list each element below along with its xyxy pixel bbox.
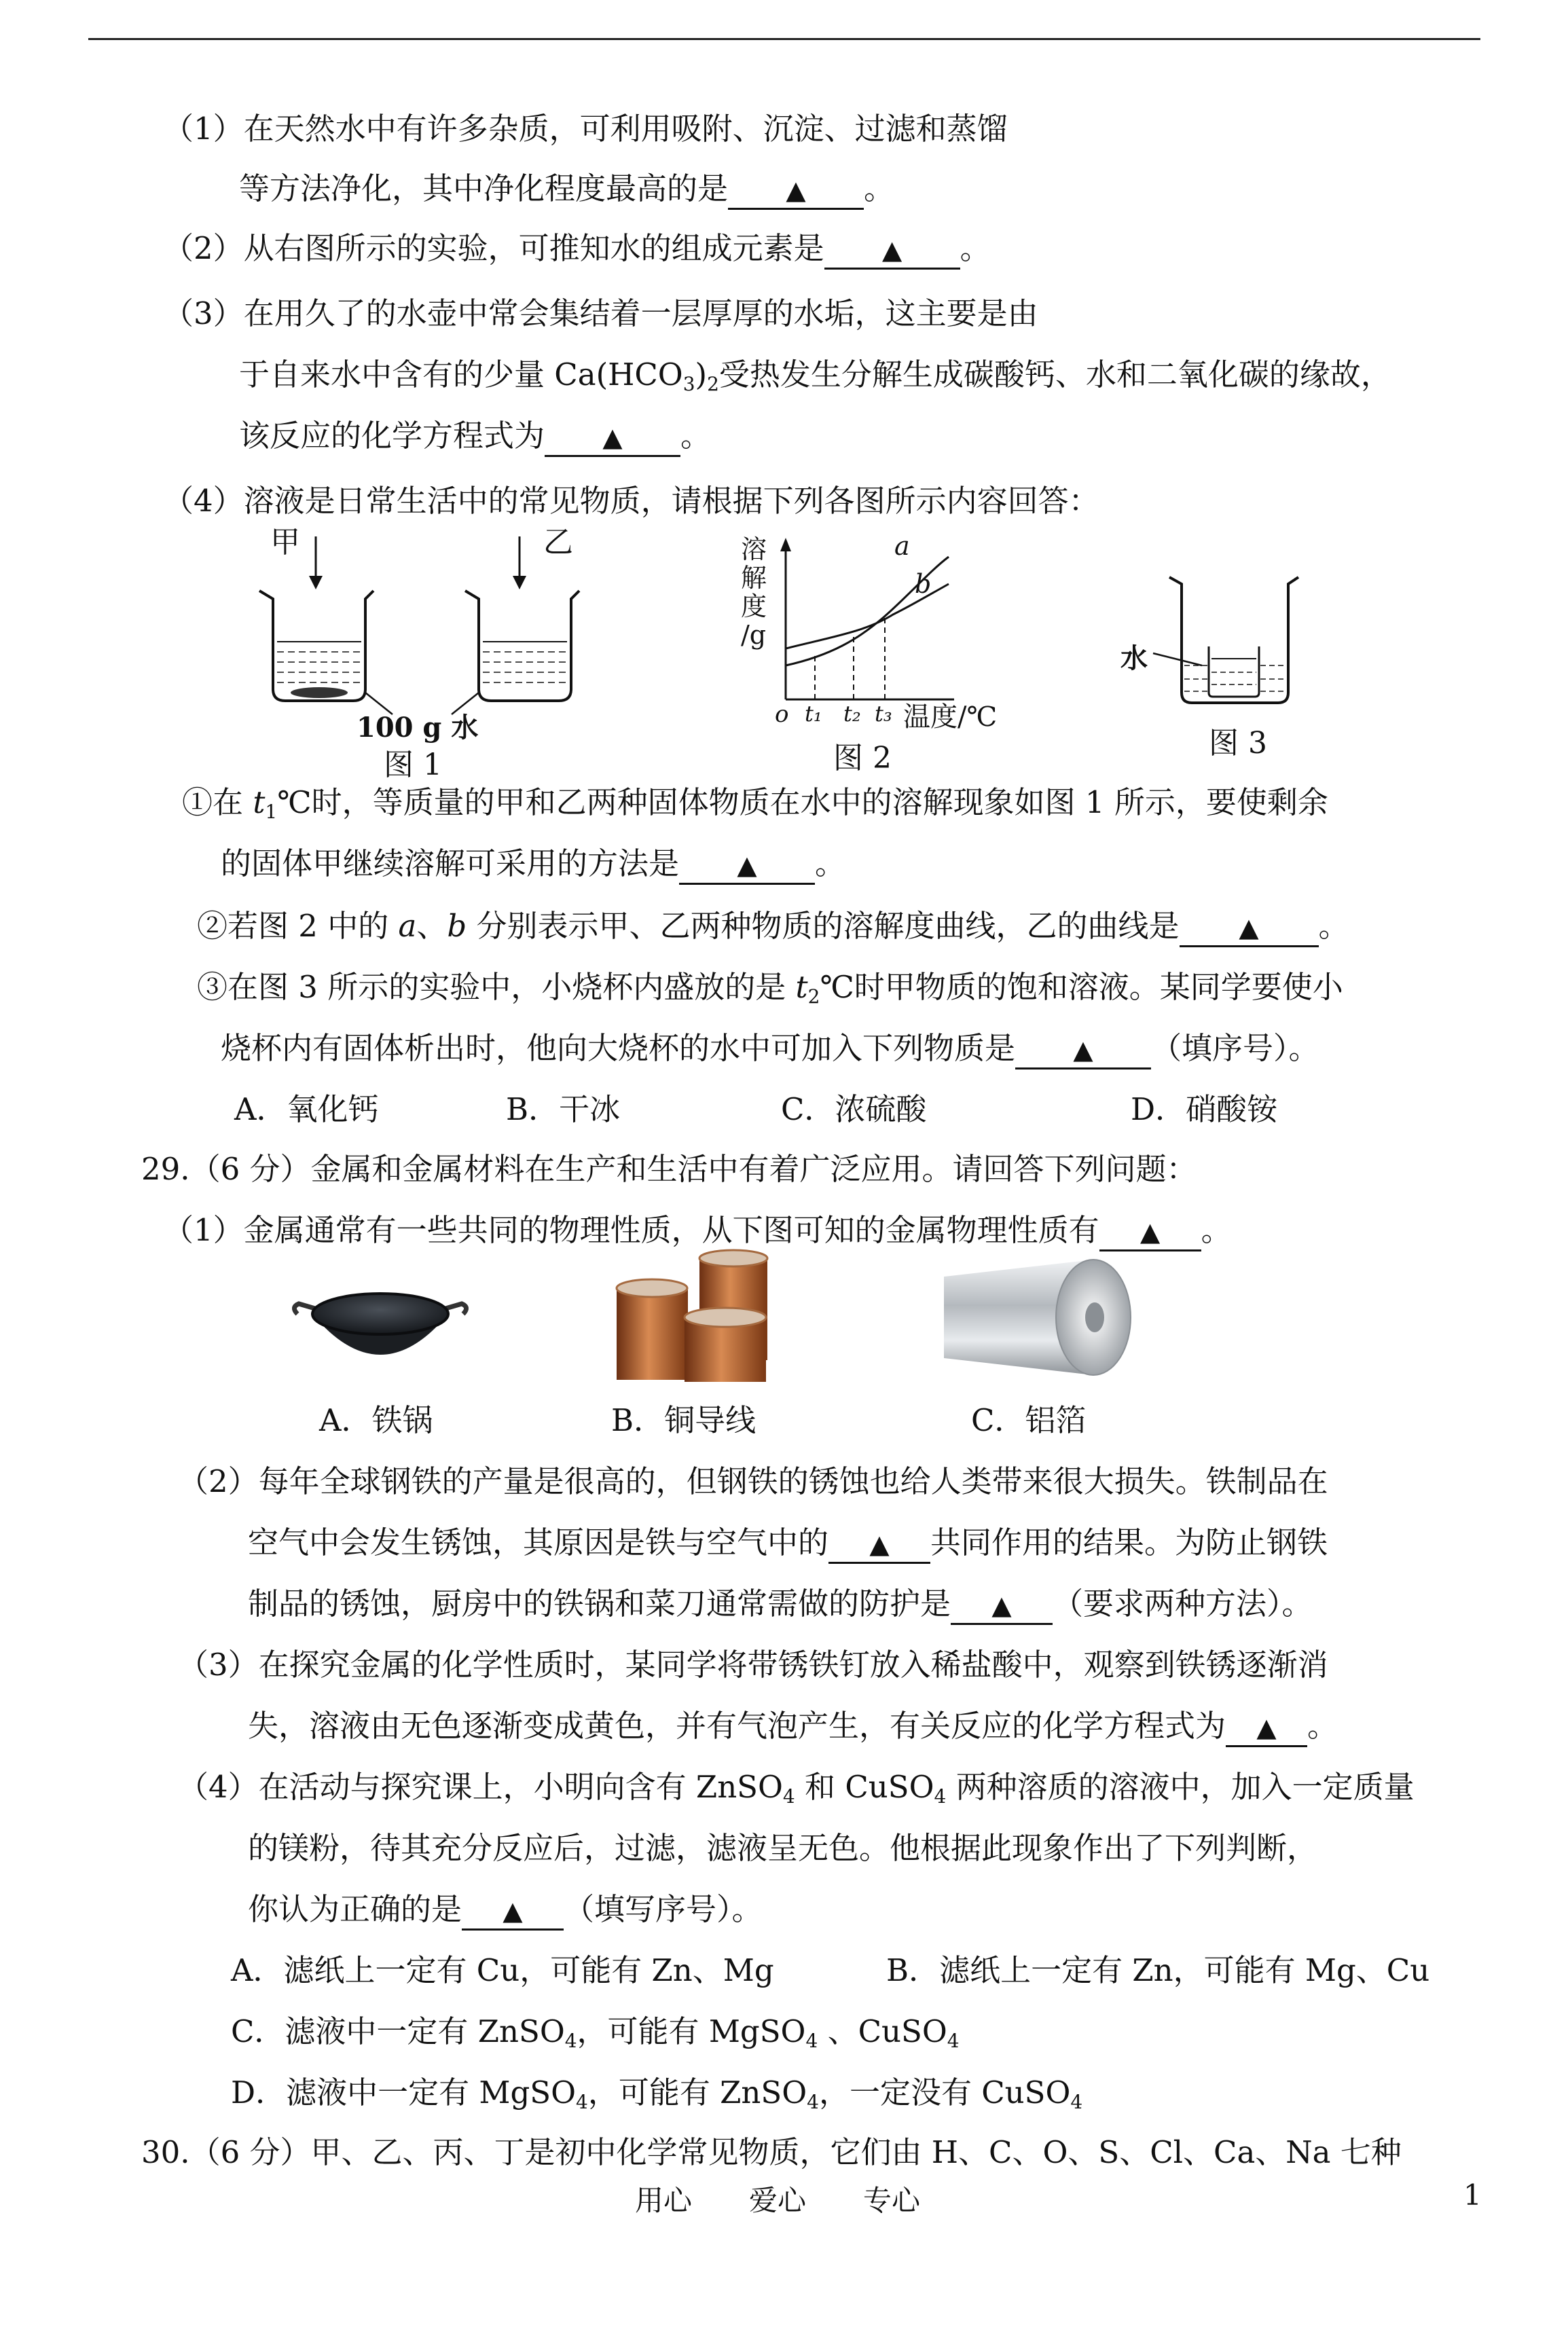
fig3-water-label: 水 xyxy=(1120,642,1148,674)
subscript: 2 xyxy=(707,373,719,395)
figure-3-drawing xyxy=(1120,564,1311,720)
text: 制品的锈蚀，厨房中的铁锅和菜刀通常需做的防护是 xyxy=(248,1586,951,1622)
fig1-label-yi: 乙 xyxy=(543,525,573,560)
fig3-caption: 图 3 xyxy=(1209,726,1267,761)
text: ，可能有 ZnSO xyxy=(587,2074,807,2110)
answer-blank[interactable] xyxy=(1099,1213,1201,1251)
q29-part3-line2 xyxy=(248,1706,1338,1747)
subscript: 4 xyxy=(576,2091,588,2113)
text: C．滤液中一定有 ZnSO xyxy=(231,2013,565,2049)
subscript: 4 xyxy=(564,2030,577,2052)
answer-triangle-icon: ▲ xyxy=(991,1590,1012,1620)
copper-wire-image xyxy=(604,1246,808,1385)
q29-part1: （1）金属通常有一些共同的物理性质，从下图可知的金属物理性质有 ▲ 。 xyxy=(163,1210,1232,1251)
text: 你认为正确的是 xyxy=(248,1891,462,1927)
q28-part2: （2）从右图所示的实验，可推知水的组成元素是 ▲ 。 xyxy=(163,228,991,270)
fig2-ylabel-char: 解 xyxy=(741,563,767,593)
answer-blank[interactable] xyxy=(1180,909,1319,947)
answer-blank[interactable] xyxy=(462,1892,564,1931)
iron-wok-image xyxy=(285,1266,475,1385)
answer-triangle-icon: ▲ xyxy=(1140,1217,1161,1247)
q29-option-a: A．滤纸上一定有 Cu，可能有 Zn、Mg xyxy=(231,1952,774,1988)
fig2-tick-t3: t₃ xyxy=(875,701,892,727)
q29-part4-line3 xyxy=(248,1889,763,1931)
text: 失，溶液由无色逐渐变成黄色，并有气泡产生，有关反应的化学方程式为 xyxy=(248,1708,1226,1744)
text: t xyxy=(795,969,808,1005)
fig2-ylabel-char: /g xyxy=(741,620,767,650)
answer-triangle-icon: ▲ xyxy=(1073,1035,1093,1065)
q28-4-sub3-line2 xyxy=(221,1028,1319,1070)
footer-slogan: 用心 爱心 专心 xyxy=(635,2184,921,2217)
text: ①在 xyxy=(182,784,253,820)
text: ) xyxy=(695,357,708,392)
fig1-water-label: 100 g 水 xyxy=(357,712,479,744)
answer-triangle-icon: ▲ xyxy=(1239,913,1259,943)
text: 、CuSO xyxy=(818,2013,947,2049)
subscript: 3 xyxy=(682,373,695,395)
text: 的固体甲继续溶解可采用的方法是 xyxy=(221,845,680,881)
q30-heading: 30.（6 分）甲、乙、丙、丁是初中化学常见物质，它们由 H、C、O、S、Cl、Ca、Na 七种 xyxy=(141,2134,1402,2170)
q28-4-sub1-line1 xyxy=(182,782,1328,833)
figure-3 xyxy=(1120,564,1311,761)
option-a: A．氧化钙 xyxy=(234,1091,379,1127)
text: ②若图 2 中的 xyxy=(197,908,399,944)
answer-triangle-icon: ▲ xyxy=(869,1529,890,1559)
q29-part2-line2 xyxy=(248,1522,1328,1564)
header-rule xyxy=(88,38,1480,40)
fig2-origin: o xyxy=(775,701,789,728)
text: 烧杯内有固体析出时，他向大烧杯的水中可加入下列物质是 xyxy=(221,1030,1016,1066)
q29-part4-line2: 的镁粉，待其充分反应后，过滤，滤液呈无色。他根据此现象作出了下列判断， xyxy=(248,1830,1318,1866)
q29-part3-line1: （3）在探究金属的化学性质时，某同学将带锈铁钉放入稀盐酸中，观察到铁锈逐渐消 xyxy=(178,1647,1328,1683)
text: 受热发生分解生成碳酸钙、水和二氧化碳的缘故， xyxy=(718,357,1391,392)
aluminum-foil-image xyxy=(937,1249,1154,1385)
fig1-label-jia: 甲 xyxy=(270,525,300,560)
answer-blank[interactable] xyxy=(1226,1708,1307,1747)
q28-part1-line2: 等方法净化，其中净化程度最高的是 ▲ 。 xyxy=(239,168,894,210)
q28-part1-line1 xyxy=(163,109,1008,149)
text: 等方法净化，其中净化程度最高的是 xyxy=(239,170,729,206)
q28-part3-line2 xyxy=(239,354,1391,405)
fig2-curve-b-label: b xyxy=(915,569,932,599)
fig2-tick-t2: t₂ xyxy=(843,701,861,727)
subscript: 4 xyxy=(947,2030,960,2052)
answer-blank[interactable] xyxy=(728,171,864,210)
text: a xyxy=(398,908,417,944)
text: （填写序号）。 xyxy=(564,1891,763,1927)
answer-blank[interactable] xyxy=(1015,1031,1151,1070)
q29-part2-line3 xyxy=(248,1584,1313,1625)
text: （填序号）。 xyxy=(1151,1030,1319,1066)
q29-option-d xyxy=(231,2072,1082,2123)
answer-blank[interactable] xyxy=(828,1525,930,1564)
subscript: 4 xyxy=(934,1785,947,1808)
text: b xyxy=(447,908,467,944)
q28-part3-line3: 该反应的化学方程式为 ▲ 。 xyxy=(239,416,711,457)
fig1-caption: 图 1 xyxy=(384,748,442,782)
text: （1）在天然水中有许多杂质，可利用吸附、沉淀、过滤和蒸馏 xyxy=(163,111,1008,147)
q29-part2-line1: （2）每年全球钢铁的产量是很高的，但钢铁的锈蚀也给人类带来很大损失。铁制品在 xyxy=(178,1463,1328,1499)
answer-triangle-icon: ▲ xyxy=(737,850,757,880)
text: ，一定没有 CuSO xyxy=(818,2074,1071,2110)
q29-option-b: B．滤纸上一定有 Zn，可能有 Mg、Cu xyxy=(886,1952,1430,1988)
image-caption-a: A．铁锅 xyxy=(319,1402,433,1438)
image-caption-c: C．铝箔 xyxy=(971,1402,1087,1438)
q28-part4 xyxy=(163,481,1099,522)
fig2-caption: 图 2 xyxy=(833,741,892,775)
text: （3）在用久了的水壶中常会集结着一层厚厚的水垢，这主要是由 xyxy=(163,295,1038,331)
text: ，可能有 MgSO xyxy=(577,2013,806,2049)
fig2-ylabel-char: 度 xyxy=(741,591,767,621)
subscript: 2 xyxy=(807,985,820,1008)
text: ℃时，等质量的甲和乙两种固体物质在水中的溶解现象如图 1 所示，要使剩余 xyxy=(277,784,1328,820)
text: 于自来水中含有的少量 Ca(HCO xyxy=(239,357,683,392)
q29-heading: 29.（6 分）金属和金属材料在生产和生活中有着广泛应用。请回答下列问题： xyxy=(141,1151,1197,1187)
text: t xyxy=(253,784,266,820)
fig2-xlabel: 温度/℃ xyxy=(903,701,998,733)
image-caption-b: B．铜导线 xyxy=(611,1402,756,1438)
answer-triangle-icon: ▲ xyxy=(1256,1713,1277,1742)
fig2-curve-a-label: a xyxy=(894,531,910,561)
option-b: B．干冰 xyxy=(506,1091,621,1127)
answer-blank[interactable] xyxy=(951,1586,1053,1625)
figure-2 xyxy=(737,530,1022,774)
subscript: 4 xyxy=(807,2091,819,2113)
answer-triangle-icon: ▲ xyxy=(882,235,902,265)
option-c: C．浓硫酸 xyxy=(781,1091,927,1127)
subscript: 4 xyxy=(782,1785,795,1808)
option-d: D．硝酸铵 xyxy=(1131,1091,1278,1127)
subscript: 4 xyxy=(1070,2091,1083,2113)
text: 和 CuSO xyxy=(795,1769,934,1805)
q29-part4-line1 xyxy=(178,1767,1415,1817)
text: （1）金属通常有一些共同的物理性质，从下图可知的金属物理性质有 xyxy=(163,1212,1099,1248)
text: 分别表示甲、乙两种物质的溶解度曲线，乙的曲线是 xyxy=(467,908,1180,944)
fig2-ylabel-char: 溶 xyxy=(741,534,767,564)
answer-triangle-icon: ▲ xyxy=(503,1896,523,1926)
q29-option-c xyxy=(231,2011,960,2062)
text: 两种溶质的溶液中，加入一定质量 xyxy=(946,1769,1415,1805)
text: D．滤液中一定有 MgSO xyxy=(231,2074,576,2110)
subscript: 4 xyxy=(805,2030,818,2052)
text: ③在图 3 所示的实验中，小烧杯内盛放的是 xyxy=(197,969,796,1005)
answer-blank[interactable] xyxy=(824,231,960,270)
text: ℃时甲物质的饱和溶液。某同学要使小 xyxy=(820,969,1343,1005)
text: （2）从右图所示的实验，可推知水的组成元素是 xyxy=(163,230,824,266)
fig2-ylabel xyxy=(741,535,767,649)
text: 该反应的化学方程式为 xyxy=(239,418,545,454)
text: （要求两种方法）。 xyxy=(1053,1586,1313,1622)
answer-blank[interactable] xyxy=(679,846,815,885)
text: 、 xyxy=(416,908,448,944)
text: 空气中会发生锈蚀，其原因是铁与空气中的 xyxy=(248,1524,829,1560)
q28-4-sub2: ②若图 2 中的 a、b 分别表示甲、乙两种物质的溶解度曲线，乙的曲线是 ▲ 。 xyxy=(197,906,1349,947)
text: 共同作用的结果。为防止钢铁 xyxy=(930,1524,1328,1560)
page-number: 1 xyxy=(1463,2178,1482,2212)
subscript: 1 xyxy=(265,801,278,823)
answer-blank[interactable] xyxy=(545,418,680,457)
q28-4-sub1-line2: 的固体甲继续溶解可采用的方法是 ▲ 。 xyxy=(221,843,845,885)
figure-1 xyxy=(244,523,598,794)
text: （4）溶液是日常生活中的常见物质，请根据下列各图所示内容回答： xyxy=(163,483,1099,519)
answer-triangle-icon: ▲ xyxy=(602,422,623,452)
q28-4-sub3-line1 xyxy=(197,967,1343,1017)
fig2-tick-t1: t₁ xyxy=(805,701,822,727)
q28-part3-line1 xyxy=(163,293,1038,334)
text: （4）在活动与探究课上，小明向含有 ZnSO xyxy=(178,1769,783,1805)
answer-triangle-icon: ▲ xyxy=(786,175,806,205)
text: 。 xyxy=(1307,1708,1338,1744)
